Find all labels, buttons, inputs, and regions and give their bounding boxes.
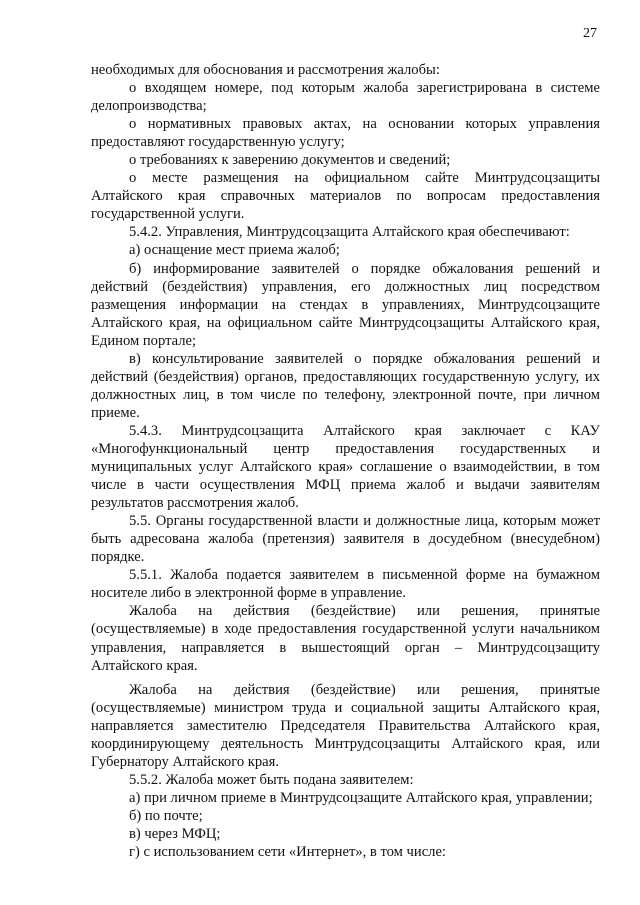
paragraph: Жалоба на действия (бездействие) или решения, принятые (осуществляемые) министром труда и социальной защиты Алтайского края, направляется заместителю Председателя Правительства Алтайского края, координирующему деятельность Минтрудсоцзащиты Алтайского края, или Губернатору Алтайского края. — [91, 681, 600, 770]
paragraph: а) оснащение мест приема жалоб; — [129, 242, 340, 259]
paragraph: Жалоба на действия (бездействие) или решения, принятые (осуществляемые) в ходе предоставления государственной услуги начальником управления, направляется в вышестоящий орган – Минтрудсоцзащиту Алтайского края. — [91, 603, 600, 674]
paragraph: б) информирование заявителей о порядке обжалования решений и действий (бездействия) управления, его должностных лиц посредством размещения информации на стендах в управлениях, Минтрудсоцзащите Алтайского края, на официальном сайте Минтрудсоцзащиты Алтайского края, Едином портале; — [91, 260, 600, 349]
paragraph: г) с использованием сети «Интернет», в том числе: — [129, 844, 446, 861]
paragraph: 5.4.2. Управления, Минтрудсоцзащита Алтайского края обеспечивают: — [129, 224, 570, 241]
paragraph: 5.5.2. Жалоба может быть подана заявителем: — [129, 771, 414, 788]
page-number: 27 — [583, 26, 597, 41]
paragraph: о требованиях к заверению документов и сведений; — [129, 152, 451, 169]
paragraph: 5.5.1. Жалоба подается заявителем в письменной форме на бумажном носителе либо в электронной форме в управление. — [91, 567, 600, 602]
paragraph: 5.5. Органы государственной власти и должностные лица, которым может быть адресована жалоба (претензия) заявителя в досудебном (внесудебном) порядке. — [91, 513, 600, 566]
paragraph: в) через МФЦ; — [129, 825, 221, 842]
paragraph: о входящем номере, под которым жалоба зарегистрирована в системе делопроизводства; — [91, 80, 600, 115]
paragraph: б) по почте; — [129, 807, 203, 824]
paragraph: а) при личном приеме в Минтрудсоцзащите Алтайского края, управлении; — [129, 789, 593, 806]
document-body — [91, 61, 600, 861]
paragraph: необходимых для обоснования и рассмотрения жалобы: — [91, 62, 440, 78]
paragraph: 5.4.3. Минтрудсоцзащита Алтайского края заключает с КАУ «Многофункциональный центр предоставления государственных и муниципальных услуг Алтайского края» соглашение о взаимодействии, в том числе в части осуществления МФЦ приема жалоб и выдачи заявителям результатов рассмотрения жалоб. — [91, 422, 600, 512]
paragraph: о нормативных правовых актах, на основании которых управления предоставляют государственную услугу; — [91, 116, 600, 151]
paragraph: в) консультирование заявителей о порядке обжалования решений и действий (бездействия) органов, предоставляющих государственную услугу, их должностных лиц, в том числе по телефону, электронной почте, при личном приеме. — [91, 350, 600, 421]
paragraph: о месте размещения на официальном сайте Минтрудсоцзащиты Алтайского края справочных материалов по вопросам предоставления государственной услуги. — [91, 170, 600, 223]
